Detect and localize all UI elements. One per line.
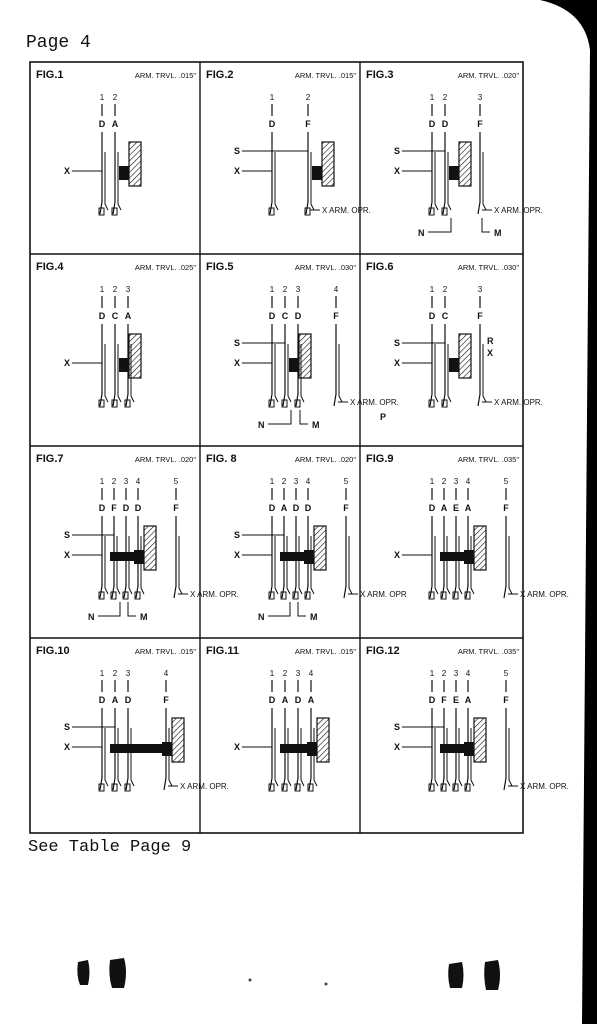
spring-number: 1 [269, 669, 275, 678]
hatched-stack [317, 718, 329, 762]
spring-letter: D [428, 695, 436, 705]
label-arm-opr: X ARM. OPR. [190, 590, 239, 599]
figure-6 [360, 254, 543, 446]
spring-blade [100, 708, 102, 790]
spring-number: 4 [305, 477, 311, 486]
spring-number: 2 [305, 93, 311, 102]
arrow-m [482, 218, 490, 232]
spring-letter: D [441, 119, 449, 129]
label-p: P [380, 412, 387, 422]
spring-blade [430, 516, 432, 598]
label-arm-opr: X ARM. OPR. [180, 782, 229, 791]
spring-number: 1 [429, 477, 435, 486]
spring-blade-inner [435, 536, 438, 594]
spring-number: 2 [441, 477, 447, 486]
label-s: S [394, 146, 401, 156]
spring-blade [113, 132, 115, 214]
spring-letter: A [124, 311, 132, 321]
spring-letter: C [441, 311, 449, 321]
footer-note: See Table Page 9 [28, 838, 192, 857]
spring-number: 4 [163, 669, 169, 678]
label-x: X [64, 550, 71, 560]
spring-blade [430, 708, 432, 790]
label-m: M [310, 612, 318, 622]
label-s: S [394, 722, 401, 732]
figure-title: FIG.2 [206, 69, 234, 81]
label-m: M [494, 228, 502, 238]
spring-number: 3 [453, 669, 459, 678]
spring-number: 5 [503, 669, 509, 678]
label-n: N [418, 228, 425, 238]
spring-blade [174, 516, 176, 598]
spring-letter: A [111, 119, 119, 129]
figure-3 [360, 62, 543, 254]
spring-number: 2 [281, 477, 287, 486]
spring-letter: C [281, 311, 289, 321]
spring-number: 4 [465, 477, 471, 486]
spring-letter: F [503, 695, 509, 705]
figure-2 [200, 62, 371, 254]
spring-number: 3 [125, 285, 131, 294]
spring-letter: D [268, 119, 276, 129]
figure-travel: ARM. TRVL. .030" [294, 263, 356, 272]
spring-blade [113, 324, 115, 406]
spring-letter: F [305, 119, 311, 129]
arrow-m [300, 410, 308, 424]
spring-letter: D [292, 503, 300, 513]
spring-letter: D [428, 503, 436, 513]
spring-number: 1 [269, 477, 275, 486]
spring-letter: A [440, 503, 448, 513]
punch-mark-left-1 [77, 960, 89, 985]
figure-9 [360, 446, 569, 638]
spring-blade [270, 708, 272, 790]
spring-letter: F [503, 503, 509, 513]
figure-12 [360, 638, 569, 830]
label-x: X [64, 742, 71, 752]
spring-blade-inner [105, 728, 108, 786]
spring-blade [344, 516, 346, 598]
spring-letter: F [441, 695, 447, 705]
spring-number: 2 [441, 669, 447, 678]
figure-title: FIG.3 [366, 69, 394, 81]
spring-number: 2 [282, 669, 288, 678]
label-s: S [64, 530, 71, 540]
spring-number: 2 [112, 285, 118, 294]
armature-bar [440, 744, 464, 753]
speck [325, 983, 328, 986]
speck [249, 979, 252, 982]
spring-blade-inner [288, 728, 291, 786]
figure-title: FIG.4 [36, 261, 64, 273]
spring-letter: D [124, 695, 132, 705]
spring-blade [306, 132, 308, 214]
spring-blade-inner [459, 536, 462, 594]
label-x: X [394, 550, 401, 560]
spring-letter: A [464, 503, 472, 513]
figure-travel: ARM. TRVL. .025" [134, 263, 196, 272]
spring-blade-inner [509, 728, 512, 786]
spring-number: 2 [112, 93, 118, 102]
label-m: M [312, 420, 320, 430]
spring-number: 3 [293, 477, 299, 486]
label-x: X [234, 166, 241, 176]
spring-blade [270, 516, 272, 598]
armature-bar [110, 744, 162, 753]
label-m: M [140, 612, 148, 622]
label-s: S [234, 146, 241, 156]
label-n: N [258, 420, 265, 430]
figure-travel: ARM. TRVL. .015" [294, 647, 356, 656]
spring-letter: D [98, 695, 106, 705]
spring-number: 1 [429, 285, 435, 294]
arrow-n [98, 602, 120, 616]
figure-travel: ARM. TRVL. .035" [457, 455, 519, 464]
spring-blade-inner [435, 728, 438, 786]
spring-letter: A [111, 695, 119, 705]
hatched-stack [474, 718, 486, 762]
spring-blade-inner [105, 152, 108, 210]
spring-letter: D [268, 695, 276, 705]
spring-number: 1 [429, 669, 435, 678]
spring-letter: F [111, 503, 117, 513]
spring-letter: A [281, 695, 289, 705]
spring-blade-inner [349, 536, 352, 594]
spring-blade-inner [118, 344, 121, 402]
spring-letter: E [452, 503, 460, 513]
label-x: X [394, 358, 401, 368]
hatched-stack [172, 718, 184, 762]
figure-1 [30, 62, 200, 254]
figure-travel: ARM. TRVL. .020" [294, 455, 356, 464]
spring-letter: D [294, 695, 302, 705]
spring-number: 3 [295, 285, 301, 294]
spring-blade-inner [179, 536, 182, 594]
spring-blade-inner [483, 344, 486, 402]
hatched-stack [144, 526, 156, 570]
spring-blade-inner [299, 536, 302, 594]
figure-title: FIG.12 [366, 645, 400, 657]
spring-number: 2 [111, 477, 117, 486]
spring-letter: D [304, 503, 312, 513]
label-r: R [487, 336, 494, 346]
spring-blade-inner [105, 536, 108, 594]
spring-number: 3 [123, 477, 129, 486]
spring-number: 1 [99, 93, 105, 102]
spring-letter: D [428, 311, 436, 321]
armature-block [449, 358, 459, 372]
spring-blade [270, 132, 272, 214]
figure-travel: ARM. TRVL. .015" [134, 647, 196, 656]
hatched-stack [129, 334, 141, 378]
spring-number: 5 [503, 477, 509, 486]
figure-travel: ARM. TRVL. .020" [457, 71, 519, 80]
spring-letter: A [280, 503, 288, 513]
label-arm-opr: X ARM. OPR. [520, 590, 569, 599]
spring-blade-inner [447, 728, 450, 786]
punch-mark-left-2 [109, 958, 126, 988]
armature-block [304, 550, 314, 564]
label-n: N [258, 612, 265, 622]
figure-title: FIG.7 [36, 453, 64, 465]
spring-blade-inner [131, 728, 134, 786]
armature-bar [110, 552, 134, 561]
figure-11 [200, 638, 360, 830]
spring-blade-inner [275, 536, 278, 594]
label-arm-opr: X ARM. OPR. [322, 206, 371, 215]
spring-letter: D [134, 503, 142, 513]
arrow-n [428, 218, 451, 232]
spring-letter: A [307, 695, 315, 705]
armature-block [312, 166, 322, 180]
spring-number: 4 [308, 669, 314, 678]
arrow-n [268, 602, 290, 616]
spring-number: 4 [333, 285, 339, 294]
hatched-stack [322, 142, 334, 186]
spring-letter: F [163, 695, 169, 705]
spring-letter: E [452, 695, 460, 705]
arrow-m [298, 602, 306, 616]
spring-blade-inner [339, 344, 342, 402]
figure-travel: ARM. TRVL. .035" [457, 647, 519, 656]
spring-blade-inner [435, 152, 438, 210]
label-x: X [394, 742, 401, 752]
armature-block [289, 358, 299, 372]
label-x: X [64, 166, 71, 176]
spring-number: 3 [453, 477, 459, 486]
hatched-stack [299, 334, 311, 378]
spring-blade-inner [287, 536, 290, 594]
label-x: X [234, 742, 241, 752]
figure-title: FIG.6 [366, 261, 394, 273]
spring-blade [100, 132, 102, 214]
label-x: X [234, 550, 241, 560]
spring-number: 1 [99, 477, 105, 486]
spring-number: 5 [173, 477, 179, 486]
page-header: Page 4 [26, 33, 91, 53]
spring-number: 2 [442, 285, 448, 294]
spring-number: 1 [99, 285, 105, 294]
spring-letter: D [98, 311, 106, 321]
spring-number: 1 [429, 93, 435, 102]
spring-blade-inner [435, 344, 438, 402]
spring-number: 3 [477, 285, 483, 294]
armature-block [464, 550, 474, 564]
spring-blade-inner [459, 728, 462, 786]
armature-bar [280, 552, 304, 561]
hatched-stack [314, 526, 326, 570]
spring-letter: F [333, 311, 339, 321]
spring-blade-inner [288, 344, 291, 402]
spring-letter: F [477, 311, 483, 321]
spring-number: 2 [112, 669, 118, 678]
label-arm-opr: X ARM. OPR [360, 590, 407, 599]
armature-bar [440, 552, 464, 561]
spring-number: 1 [269, 93, 275, 102]
label-arm-opr: X ARM. OPR. [350, 398, 399, 407]
label-arm-opr: X ARM. OPR. [494, 398, 543, 407]
spring-letter: F [343, 503, 349, 513]
spring-number: 5 [343, 477, 349, 486]
arrow-n [268, 410, 291, 424]
figure-grid [30, 62, 569, 833]
spring-blade-inner [447, 536, 450, 594]
armature-block [119, 358, 129, 372]
spring-number: 3 [295, 669, 301, 678]
punch-mark-right-2 [484, 960, 500, 990]
label-arm-opr: X ARM. OPR. [494, 206, 543, 215]
spring-letter: D [268, 503, 276, 513]
spring-blade-inner [118, 728, 121, 786]
spring-blade [334, 324, 336, 406]
hatched-stack [129, 142, 141, 186]
spring-blade-inner [275, 152, 278, 210]
spring-letter: A [464, 695, 472, 705]
figure-title: FIG. 8 [206, 453, 237, 465]
arrow-m [128, 602, 136, 616]
spring-blade-inner [448, 344, 451, 402]
figure-title: FIG.11 [206, 645, 240, 657]
spring-number: 2 [442, 93, 448, 102]
spring-letter: D [98, 119, 106, 129]
hatched-stack [459, 142, 471, 186]
label-s: S [394, 338, 401, 348]
figure-travel: ARM. TRVL. .020" [134, 455, 196, 464]
spring-blade-inner [275, 344, 278, 402]
armature-block [119, 166, 129, 180]
spring-blade-inner [105, 344, 108, 402]
figure-title: FIG.10 [36, 645, 70, 657]
spring-number: 4 [465, 669, 471, 678]
spring-letter: F [477, 119, 483, 129]
figure-title: FIG.5 [206, 261, 234, 273]
spring-letter: F [173, 503, 179, 513]
spring-letter: D [98, 503, 106, 513]
label-s: S [64, 722, 71, 732]
spring-blade-inner [311, 152, 314, 210]
armature-bar [280, 744, 307, 753]
figure-travel: ARM. TRVL. .015" [134, 71, 196, 80]
spring-blade-inner [301, 728, 304, 786]
spring-blade-inner [509, 536, 512, 594]
spring-blade-inner [118, 152, 121, 210]
figure-title: FIG.9 [366, 453, 394, 465]
spring-number: 1 [269, 285, 275, 294]
spring-blade [443, 132, 445, 214]
hatched-stack [474, 526, 486, 570]
armature-block [134, 550, 144, 564]
label-s: S [234, 338, 241, 348]
spring-blade [478, 132, 480, 214]
spring-blade-inner [275, 728, 278, 786]
figure-4 [30, 254, 200, 446]
spring-blade [478, 324, 480, 406]
armature-block [464, 742, 474, 756]
label-arm-opr: X ARM. OPR. [520, 782, 569, 791]
armature-block [162, 742, 172, 756]
label-x: X [64, 358, 71, 368]
spring-blade [504, 516, 506, 598]
spring-letter: D [428, 119, 436, 129]
spring-letter: D [268, 311, 276, 321]
spring-blade [443, 324, 445, 406]
spring-blade-inner [448, 152, 451, 210]
spring-number: 1 [99, 669, 105, 678]
label-n: N [88, 612, 95, 622]
spring-blade [270, 324, 272, 406]
punch-mark-right-1 [448, 962, 463, 988]
spring-blade-inner [129, 536, 132, 594]
figure-title: FIG.1 [36, 69, 64, 81]
figure-travel: ARM. TRVL. .030" [457, 263, 519, 272]
hatched-stack [459, 334, 471, 378]
spring-blade [100, 516, 102, 598]
spring-number: 4 [135, 477, 141, 486]
spring-blade [430, 132, 432, 214]
armature-block [449, 166, 459, 180]
label-x2: X [487, 348, 494, 358]
label-x: X [234, 358, 241, 368]
spring-number: 3 [125, 669, 131, 678]
spring-letter: D [294, 311, 302, 321]
spring-blade-inner [117, 536, 120, 594]
spring-blade [100, 324, 102, 406]
spring-number: 3 [477, 93, 483, 102]
spring-letter: C [111, 311, 119, 321]
spring-number: 2 [282, 285, 288, 294]
spring-blade-inner [483, 152, 486, 210]
spring-blade [283, 324, 285, 406]
label-s: S [234, 530, 241, 540]
spring-letter: D [122, 503, 130, 513]
figure-travel: ARM. TRVL. .015" [294, 71, 356, 80]
armature-block [307, 742, 317, 756]
spring-blade [430, 324, 432, 406]
label-x: X [394, 166, 401, 176]
spring-blade [504, 708, 506, 790]
